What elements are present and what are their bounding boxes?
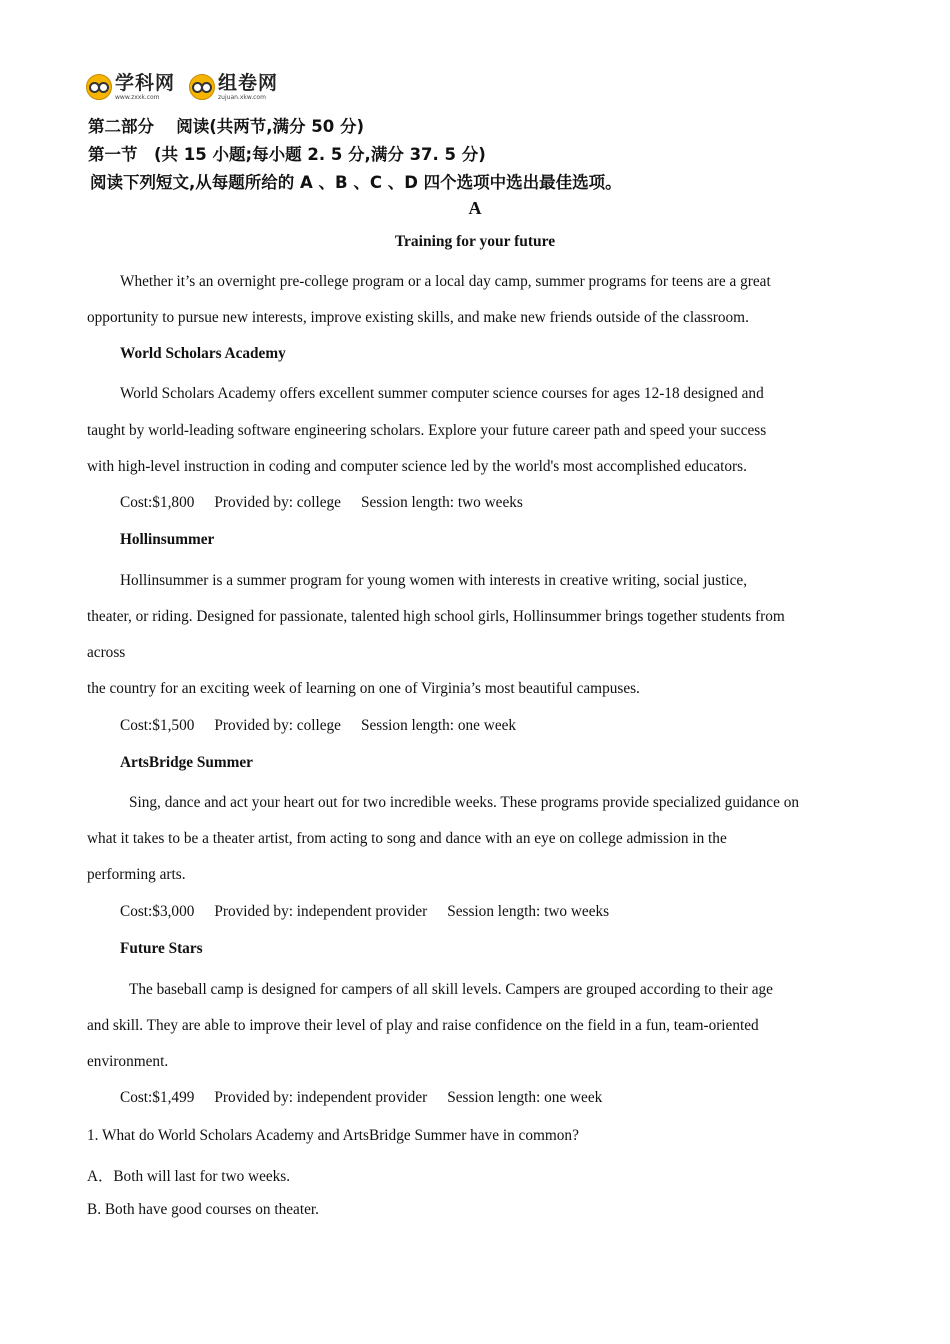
- zxxk-logo: [86, 71, 176, 101]
- program-provider: Provided by: college: [214, 717, 341, 734]
- program-line: taught by world-leading software engineering scholars. Explore your future career path and speed your success: [87, 422, 767, 439]
- program-provider: Provided by: independent provider: [214, 1089, 428, 1106]
- program-session: Session length: two weeks: [360, 494, 523, 511]
- program-line: Hollinsummer is a summer program for young women with interests in creative writing, social justice,: [120, 572, 748, 589]
- owl-icon: [189, 74, 215, 100]
- program-name: Future Stars: [120, 940, 203, 957]
- intro-line: opportunity to pursue new interests, improve existing skills, and make new friends outside of the classroom.: [87, 309, 749, 326]
- program-meta: [120, 717, 516, 735]
- program-meta: [120, 494, 523, 512]
- instruction-text: 阅读下列短文,从每题所给的 A 、B 、C 、D 四个选项中选出最佳选项。: [90, 173, 622, 192]
- logo-name: 学科网: [115, 71, 176, 94]
- program-line: across: [87, 644, 126, 661]
- zujuan-logo: [189, 71, 279, 101]
- program-line: theater, or riding. Designed for passionate, talented high school girls, Hollinsummer brings together students from: [87, 608, 785, 625]
- question-stem: 1. What do World Scholars Academy and ArtsBridge Summer have in common?: [87, 1127, 579, 1144]
- program-line: World Scholars Academy offers excellent summer computer science courses for ages 12-18 designed and: [120, 385, 764, 402]
- program-cost: Cost:$1,500: [120, 717, 195, 734]
- logo-url: zujuan.xkw.com: [218, 93, 266, 101]
- intro-line: Whether it’s an overnight pre-college program or a local day camp, summer programs for teens are a great: [120, 273, 771, 290]
- program-line: Sing, dance and act your heart out for two incredible weeks. These programs provide specialized guidance on: [129, 794, 800, 811]
- program-meta: [120, 903, 609, 921]
- program-name: Hollinsummer: [120, 531, 215, 548]
- program-session: Session length: two weeks: [447, 903, 610, 920]
- program-provider: Provided by: college: [214, 494, 341, 511]
- answer-option-a[interactable]: A．Both will last for two weeks.: [87, 1168, 291, 1185]
- program-cost: Cost:$1,499: [120, 1089, 195, 1106]
- program-line: and skill. They are able to improve their level of play and raise confidence on the field in a fun, team-oriented: [87, 1017, 759, 1034]
- passage-title: Training for your future: [394, 233, 556, 250]
- owl-icon: [86, 74, 112, 100]
- answer-option-b[interactable]: B. Both have good courses on theater.: [87, 1201, 319, 1218]
- logo-name: 组卷网: [218, 71, 279, 94]
- part-heading: 第二部分 阅读(共两节,满分 50 分): [88, 117, 365, 136]
- program-name: ArtsBridge Summer: [120, 754, 253, 771]
- program-cost: Cost:$3,000: [120, 903, 195, 920]
- program-line: performing arts.: [87, 866, 186, 883]
- program-line: environment.: [87, 1053, 169, 1070]
- program-line: The baseball camp is designed for campers of all skill levels. Campers are grouped according to their age: [129, 981, 773, 998]
- program-line: what it takes to be a theater artist, from acting to song and dance with an eye on college admission in the: [87, 830, 727, 847]
- program-session: Session length: one week: [360, 717, 517, 734]
- program-provider: Provided by: independent provider: [214, 903, 428, 920]
- program-name: World Scholars Academy: [120, 345, 286, 362]
- header-logos: [86, 70, 278, 104]
- program-session: Session length: one week: [447, 1089, 603, 1106]
- passage-letter: A: [468, 198, 482, 218]
- program-meta: [120, 1089, 602, 1107]
- logo-url: www.zxxk.com: [115, 93, 160, 101]
- program-cost: Cost:$1,800: [120, 494, 195, 511]
- section-heading: 第一节 (共 15 小题;每小题 2. 5 分,满分 37. 5 分): [88, 145, 486, 164]
- program-line: the country for an exciting week of learning on one of Virginia’s most beautiful campuses.: [87, 680, 640, 697]
- program-line: with high-level instruction in coding and computer science led by the world's most accomplished educators.: [87, 458, 747, 475]
